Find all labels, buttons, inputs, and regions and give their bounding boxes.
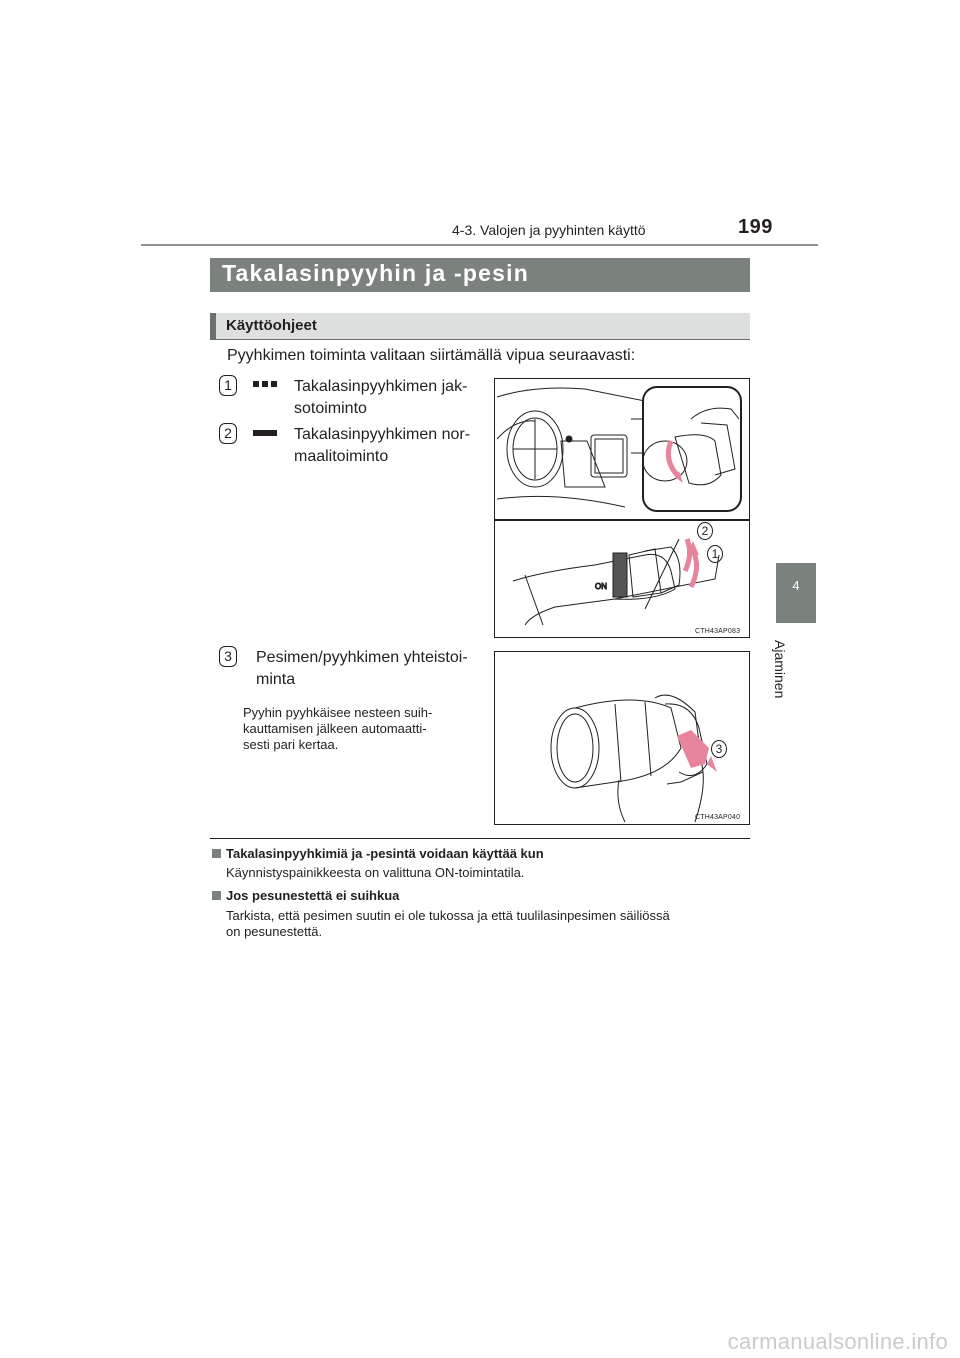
figure2-callout-3: 3 <box>711 740 727 758</box>
bullet-square-icon <box>212 891 221 900</box>
item-number-3: 3 <box>219 646 237 667</box>
item-3-line1: Pesimen/pyyhkimen yhteistoi- <box>256 649 468 666</box>
intermittent-symbol-icon <box>253 380 277 388</box>
svg-text:ON: ON <box>595 582 607 591</box>
item-3-detail-line3: sesti pari kertaa. <box>243 737 339 752</box>
note-2-body-line2: on pesunestettä. <box>226 924 323 939</box>
item-number-2: 2 <box>219 423 237 444</box>
subtitle: Käyttöohjeet <box>226 317 317 334</box>
subtitle-underline <box>210 339 750 340</box>
note-1-heading-text: Takalasinpyyhkimiä ja -pesintä voidaan käyttää kun <box>226 846 544 861</box>
figure1-code: CTH43AP083 <box>695 628 741 635</box>
item-1-line1: Takalasinpyyhkimen jak- <box>294 378 468 395</box>
washer-illustration <box>495 652 749 824</box>
item-3-detail-line2: kauttamisen jälkeen automaatti- <box>243 721 427 736</box>
chapter-number: 4 <box>792 578 800 593</box>
item-3-line2: minta <box>256 671 296 688</box>
figure1-callout-2: 2 <box>697 522 713 540</box>
item-1-text <box>294 376 476 420</box>
figure-lever-positions <box>494 378 750 638</box>
chapter-tab[interactable] <box>776 563 816 623</box>
page-title: Takalasinpyyhin ja -pesin <box>222 260 529 286</box>
note-2-heading-text: Jos pesunestettä ei suihkua <box>226 888 400 903</box>
bullet-square-icon <box>212 849 221 858</box>
lever-illustration <box>495 379 749 637</box>
item-2-line2: maalitoiminto <box>294 448 389 465</box>
item-3-text <box>256 647 476 691</box>
notes-divider <box>210 838 750 839</box>
section-header: 4-3. Valojen ja pyyhinten käyttö <box>452 222 646 238</box>
item-3-detail <box>243 705 476 753</box>
figure-washer-pull <box>494 651 750 825</box>
item-3-detail-line1: Pyyhin pyyhkäisee nesteen suih- <box>243 705 433 720</box>
note-2-body-line1: Tarkista, että pesimen suutin ei ole tukossa ja että tuulilasinpesimen säiliössä <box>226 908 670 923</box>
note-2-heading <box>212 888 399 903</box>
normal-symbol-icon <box>253 429 277 437</box>
item-1-line2: sotoiminto <box>294 400 367 417</box>
header-divider <box>141 244 818 246</box>
watermark-url: carmanualsonline.info <box>727 1329 948 1354</box>
item-2-text <box>294 424 476 468</box>
figure2-code: CTH43AP040 <box>695 814 741 821</box>
intro-text: Pyyhkimen toiminta valitaan siirtämällä vipua seuraavasti: <box>227 347 636 364</box>
item-number-1: 1 <box>219 375 237 396</box>
note-1-heading <box>212 846 544 861</box>
chapter-label: Ajaminen <box>772 640 788 699</box>
figure1-callout-1: 1 <box>707 545 723 563</box>
note-1-body: Käynnistyspainikkeesta on valittuna ON-toimintatila. <box>226 865 525 880</box>
note-2-body <box>226 908 756 940</box>
page-number: 199 <box>738 216 773 238</box>
item-2-line1: Takalasinpyyhkimen nor- <box>294 426 471 443</box>
